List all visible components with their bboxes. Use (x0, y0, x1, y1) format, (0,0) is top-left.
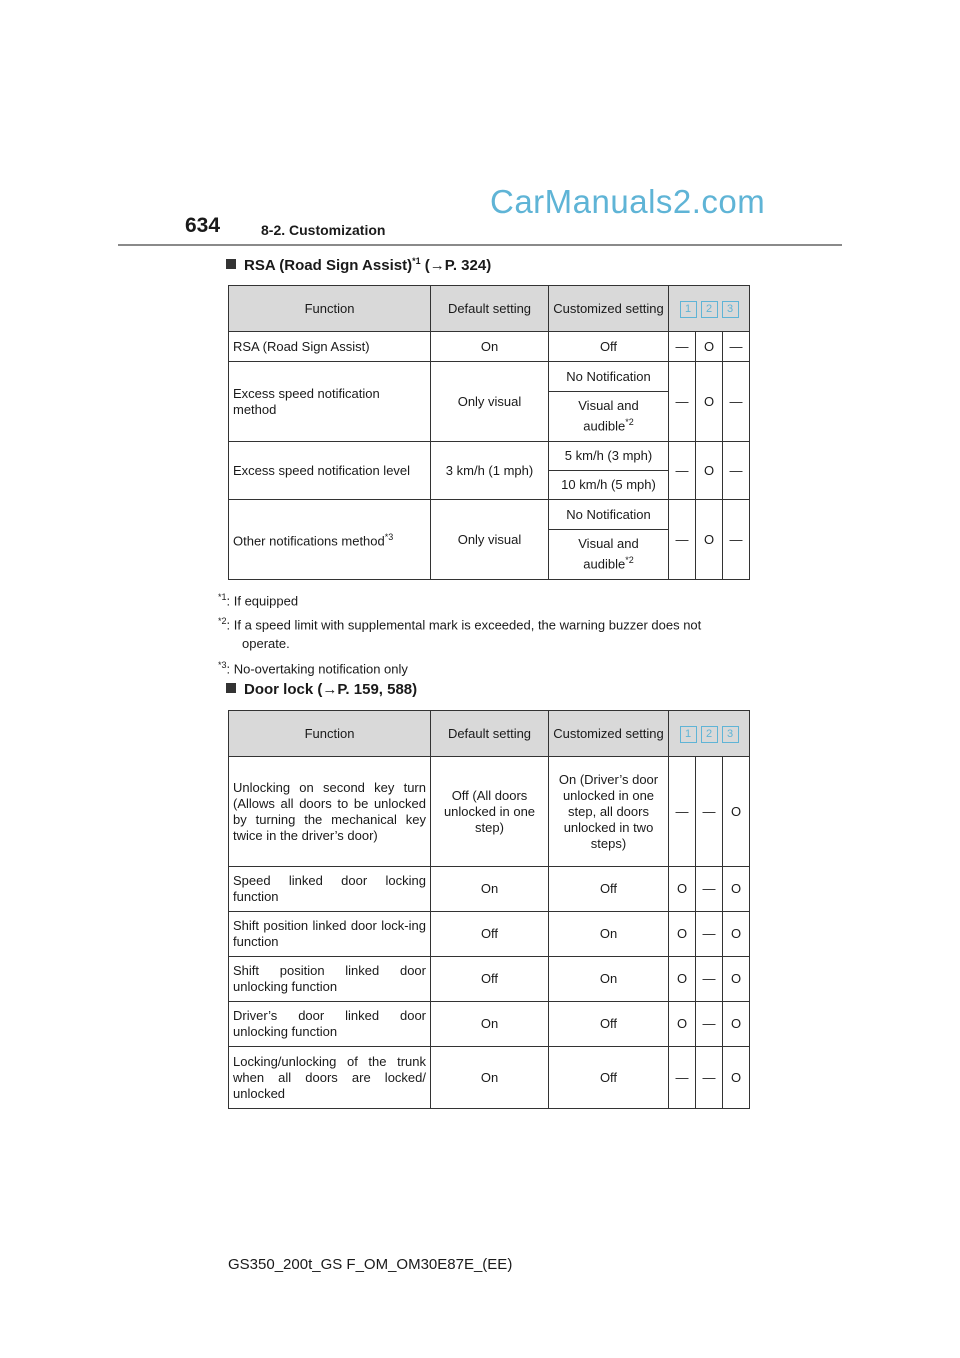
default-cell: On (431, 1047, 549, 1109)
custom-cell: On (549, 957, 669, 1002)
function-cell: Shift position linked door unlocking function (229, 957, 431, 1002)
header-divider (118, 244, 842, 246)
col-function: Function (229, 286, 431, 332)
custom-cell (549, 392, 669, 442)
page-number: 634 (185, 214, 221, 237)
footnote-mark: *3 (218, 660, 227, 670)
col-default: Default setting (431, 286, 549, 332)
watermark-logo: CarManuals2.com (490, 183, 766, 220)
default-cell: Off (431, 912, 549, 957)
function-cell: Unlocking on second key turn (Allows all doors to be unlocked by turning the mechanical key twice in the driver’s door) (229, 757, 431, 867)
custom-cell: Off (549, 1047, 669, 1109)
col-custom: Customized setting (549, 286, 669, 332)
section-title: 8-2. Customization (261, 222, 386, 238)
mark-1-cell: O (669, 1002, 696, 1047)
custom-cell-text: Visual and audible (578, 398, 639, 434)
default-cell: On (431, 332, 549, 362)
mark-2-cell: O (696, 500, 723, 580)
default-cell: On (431, 1002, 549, 1047)
mark-3-cell: — (723, 362, 750, 442)
mark-1-cell: O (669, 912, 696, 957)
function-cell: Locking/unlocking of the trunk when all doors are locked/ unlocked (229, 1047, 431, 1109)
footnote-2 (218, 612, 748, 653)
function-cell: RSA (Road Sign Assist) (229, 332, 431, 362)
mark-2-cell: O (696, 332, 723, 362)
mark-3-cell: — (723, 442, 750, 500)
col-function: Function (229, 711, 431, 757)
rsa-heading-ref: (→P. 324) (424, 257, 492, 274)
mark-1-cell: — (669, 362, 696, 442)
rsa-heading (226, 256, 491, 274)
table-row (229, 362, 750, 392)
function-cell-text: Other notifications method (233, 533, 385, 549)
mark-2-cell: — (696, 867, 723, 912)
mark-3-cell: O (723, 912, 750, 957)
function-cell: Speed linked door locking function (229, 867, 431, 912)
custom-cell: 10 km/h (5 mph) (549, 471, 669, 500)
col-1-badge: 1 (680, 726, 697, 743)
custom-cell: 5 km/h (3 mph) (549, 442, 669, 471)
table-row (229, 500, 750, 530)
mark-1-cell: — (669, 757, 696, 867)
default-cell: Off (All doors unlocked in one step) (431, 757, 549, 867)
door-table (228, 710, 750, 1109)
default-cell: 3 km/h (1 mph) (431, 442, 549, 500)
default-cell: Off (431, 957, 549, 1002)
footnote-mark: *2 (625, 417, 634, 428)
mark-1-cell: — (669, 500, 696, 580)
table-row (229, 442, 750, 471)
mark-3-cell: O (723, 957, 750, 1002)
rsa-heading-footnote: *1 (412, 256, 421, 266)
footnote-1 (218, 588, 298, 610)
mark-1-cell: O (669, 957, 696, 1002)
col-default: Default setting (431, 711, 549, 757)
footnote-text: : No-overtaking notification only (226, 661, 408, 677)
rsa-table (228, 285, 750, 580)
custom-cell: Off (549, 1002, 669, 1047)
mark-2-cell: O (696, 362, 723, 442)
table-row (229, 757, 750, 867)
footnote-mark: *2 (625, 555, 634, 566)
custom-cell: Off (549, 332, 669, 362)
door-heading (226, 681, 417, 698)
footnote-mark: *2 (218, 616, 227, 626)
mark-3-cell: — (723, 332, 750, 362)
table-header-row (229, 286, 750, 332)
default-cell: On (431, 867, 549, 912)
mark-1-cell: — (669, 1047, 696, 1109)
mark-2-cell: — (696, 1002, 723, 1047)
mark-2-cell: — (696, 1047, 723, 1109)
mark-3-cell: O (723, 1047, 750, 1109)
table-row (229, 867, 750, 912)
footnote-mark: *1 (218, 592, 227, 602)
custom-cell: No Notification (549, 500, 669, 530)
function-cell (229, 500, 431, 580)
custom-cell: No Notification (549, 362, 669, 392)
function-cell: Excess speed notification method (229, 362, 431, 442)
mark-2-cell: — (696, 957, 723, 1002)
default-cell: Only visual (431, 500, 549, 580)
col-1-badge: 1 (680, 301, 697, 318)
door-heading-text: Door lock (244, 681, 314, 698)
table-row (229, 1047, 750, 1109)
custom-cell: Off (549, 867, 669, 912)
custom-cell: On (Driver’s door unlocked in one step, all doors unlocked in two steps) (549, 757, 669, 867)
mark-3-cell: O (723, 867, 750, 912)
col-numbers (669, 711, 750, 757)
col-2-badge: 2 (701, 301, 718, 318)
custom-cell: On (549, 912, 669, 957)
custom-cell (549, 530, 669, 580)
mark-3-cell: O (723, 1002, 750, 1047)
mark-3-cell: — (723, 500, 750, 580)
footnote-text: : If equipped (226, 593, 299, 609)
footnote-text: : If a speed limit with supplemental mark is exceeded, the warning buzzer does not (226, 617, 702, 633)
function-cell: Excess speed notification level (229, 442, 431, 500)
table-row (229, 332, 750, 362)
document-code: GS350_200t_GS F_OM_OM30E87E_(EE) (228, 1256, 513, 1273)
col-3-badge: 3 (722, 726, 739, 743)
mark-1-cell: O (669, 867, 696, 912)
custom-cell-text: Visual and audible (578, 536, 639, 572)
table-row (229, 912, 750, 957)
footnote-mark: *3 (384, 532, 394, 543)
mark-1-cell: — (669, 442, 696, 500)
col-3-badge: 3 (722, 301, 739, 318)
col-custom: Customized setting (549, 711, 669, 757)
function-cell: Shift position linked door lock-ing function (229, 912, 431, 957)
mark-2-cell: — (696, 912, 723, 957)
col-2-badge: 2 (701, 726, 718, 743)
default-cell: Only visual (431, 362, 549, 442)
table-row (229, 957, 750, 1002)
mark-2-cell: O (696, 442, 723, 500)
mark-1-cell: — (669, 332, 696, 362)
col-numbers (669, 286, 750, 332)
function-cell: Driver’s door linked door unlocking function (229, 1002, 431, 1047)
rsa-heading-text: RSA (Road Sign Assist) (244, 257, 413, 274)
footnote-text-cont: operate. (242, 636, 290, 652)
square-bullet-icon (226, 683, 236, 693)
mark-2-cell: — (696, 757, 723, 867)
table-row (229, 1002, 750, 1047)
table-header-row (229, 711, 750, 757)
mark-3-cell: O (723, 757, 750, 867)
footnote-3 (218, 656, 408, 678)
door-heading-ref: (→P. 159, 588) (317, 681, 418, 698)
square-bullet-icon (226, 259, 236, 269)
